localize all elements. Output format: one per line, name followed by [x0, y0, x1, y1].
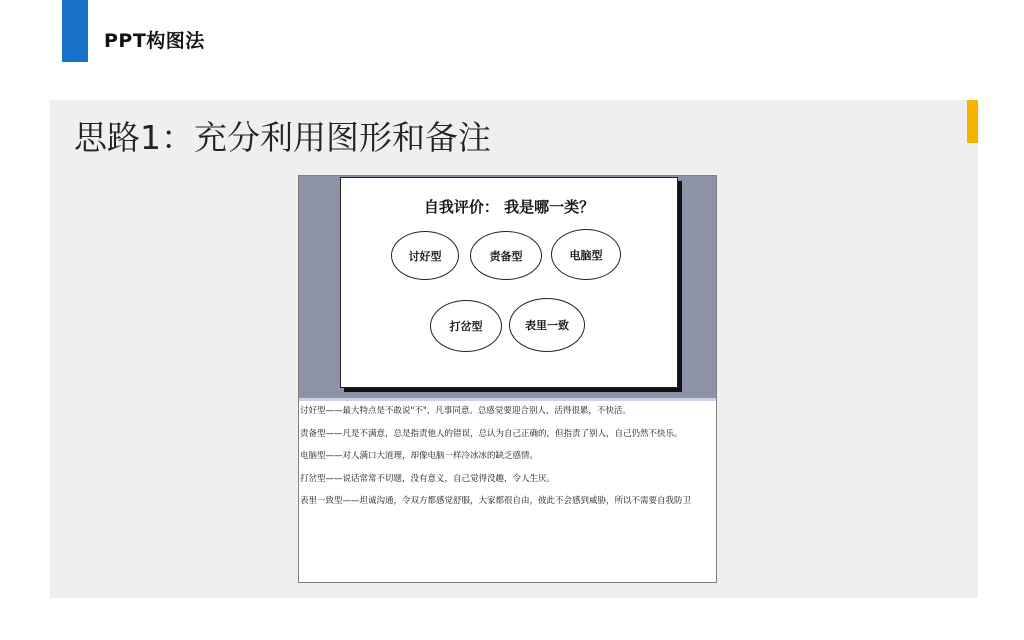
- header-accent-bar: [62, 0, 88, 62]
- note-item: 讨好型——最大特点是不敢说"不"，凡事同意。总感觉要迎合别人，活得很累，不快活。: [300, 406, 631, 416]
- note-item: 责备型——凡是不满意，总是指责他人的错误，总认为自己正确的，但指责了别人，自己仍然不快乐。: [300, 428, 683, 439]
- note-item: 打岔型——说话常常不切题，没有意义，自己觉得没趣，令人生厌。: [300, 473, 556, 484]
- oval-biaoliyizhi: 表里一致: [509, 298, 585, 352]
- note-item: 电脑型——对人满口大道理，却像电脑一样冷冰冰的缺乏感情。: [300, 451, 539, 461]
- orange-accent-mark: [967, 100, 978, 143]
- notes-divider: [299, 398, 716, 401]
- note-item: 表里一致型——坦诚沟通，令双方都感觉舒服，大家都很自由，彼此不会感到威胁，所以不需要自我防卫: [300, 496, 692, 506]
- oval-dacha: 打岔型: [430, 300, 502, 352]
- speaker-notes: [300, 406, 712, 519]
- slide-backdrop: [299, 176, 716, 398]
- slide-preview: [298, 175, 717, 583]
- oval-zebei: 责备型: [470, 231, 542, 280]
- content-heading: 思路1：充分利用图形和备注: [74, 118, 491, 157]
- oval-diannao: 电脑型: [551, 229, 621, 280]
- page-title: PPT构图法: [104, 30, 205, 52]
- slide-thumbnail: [340, 177, 678, 388]
- slide-title: 自我评价： 我是哪一类？: [423, 198, 595, 216]
- oval-taohao: 讨好型: [391, 231, 459, 280]
